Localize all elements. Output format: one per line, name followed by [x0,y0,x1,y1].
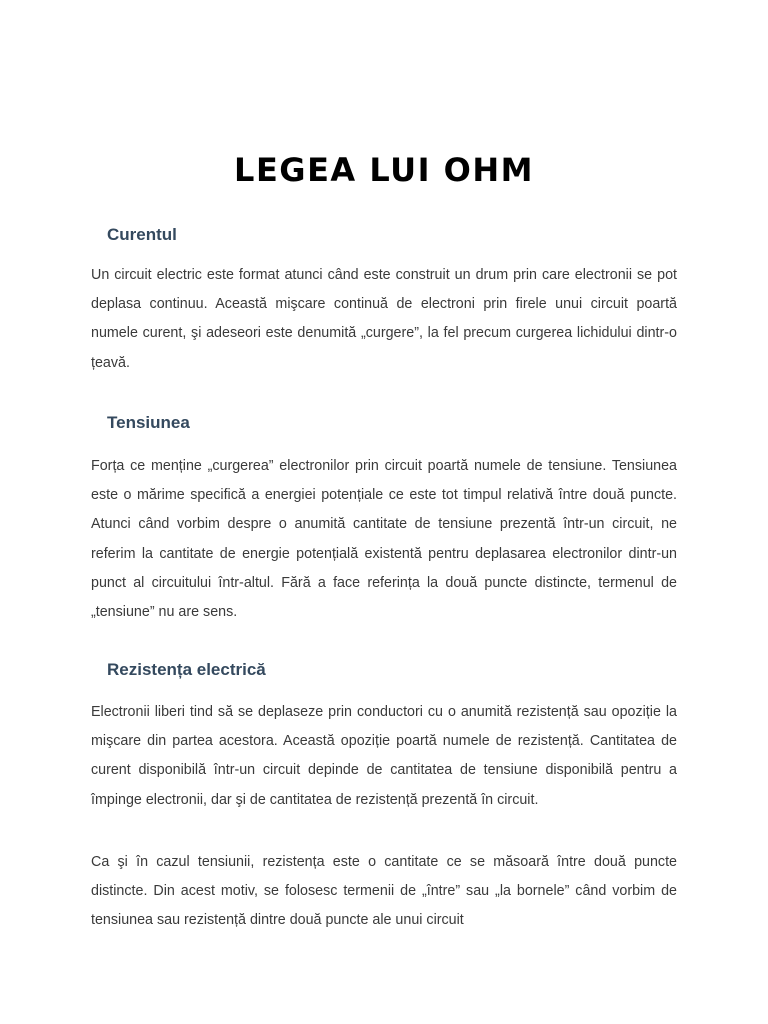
paragraph-curentul: Un circuit electric este format atunci când este construit un drum prin care electronii se pot deplasa continuu. Această mişcare continuă de electroni prin firele unui circuit poartă numele curent, şi adeseori este denumită „curgere”, la fel precum curgerea lichidului dintr-o țeavă. [91,267,677,371]
paragraph-tensiunea: Forța ce menține „curgerea” electronilor prin circuit poartă numele de tensiune. Tensiunea este o mărime specifică a energiei potențiale ce este tot timpul relativă între două puncte. Atunci când vorbim despre o anumită cantitate de tensiune prezentă într-un circuit, ne referim la cantitate de energie potențială existentă pentru deplasarea electronilor dintr-un punct al circuitului într-altul. Fără a face referința la două puncte distincte, termenul de „tensiune” nu are sens. [91,458,677,621]
paragraph-rezistenta-2: Ca şi în cazul tensiunii, rezistența este o cantitate ce se măsoară între două puncte distincte. Din acest motiv, se folosesc termenii de „între” sau „la bornele” când vorbim de tensiunea sau rezistență dintre două puncte ale unui circuit [91,854,677,929]
section-heading-rezistenta: Rezistența electrică [107,660,266,679]
section-heading-curentul: Curentul [107,225,177,244]
section-heading-tensiunea: Tensiunea [107,413,190,432]
paragraph-rezistenta-1: Electronii liberi tind să se deplaseze prin conductori cu o anumită rezistență sau opoziție la mişcare din partea acestora. Această opoziție poartă numele de rezistență. Cantitatea de curent disponibilă într-un circuit depinde de cantitatea de tensiune disponibilă pentru a împinge electronii, dar şi de cantitatea de rezistență prezentă în circuit. [91,704,677,808]
page-title: LEGEA LUI OHM [234,151,534,189]
